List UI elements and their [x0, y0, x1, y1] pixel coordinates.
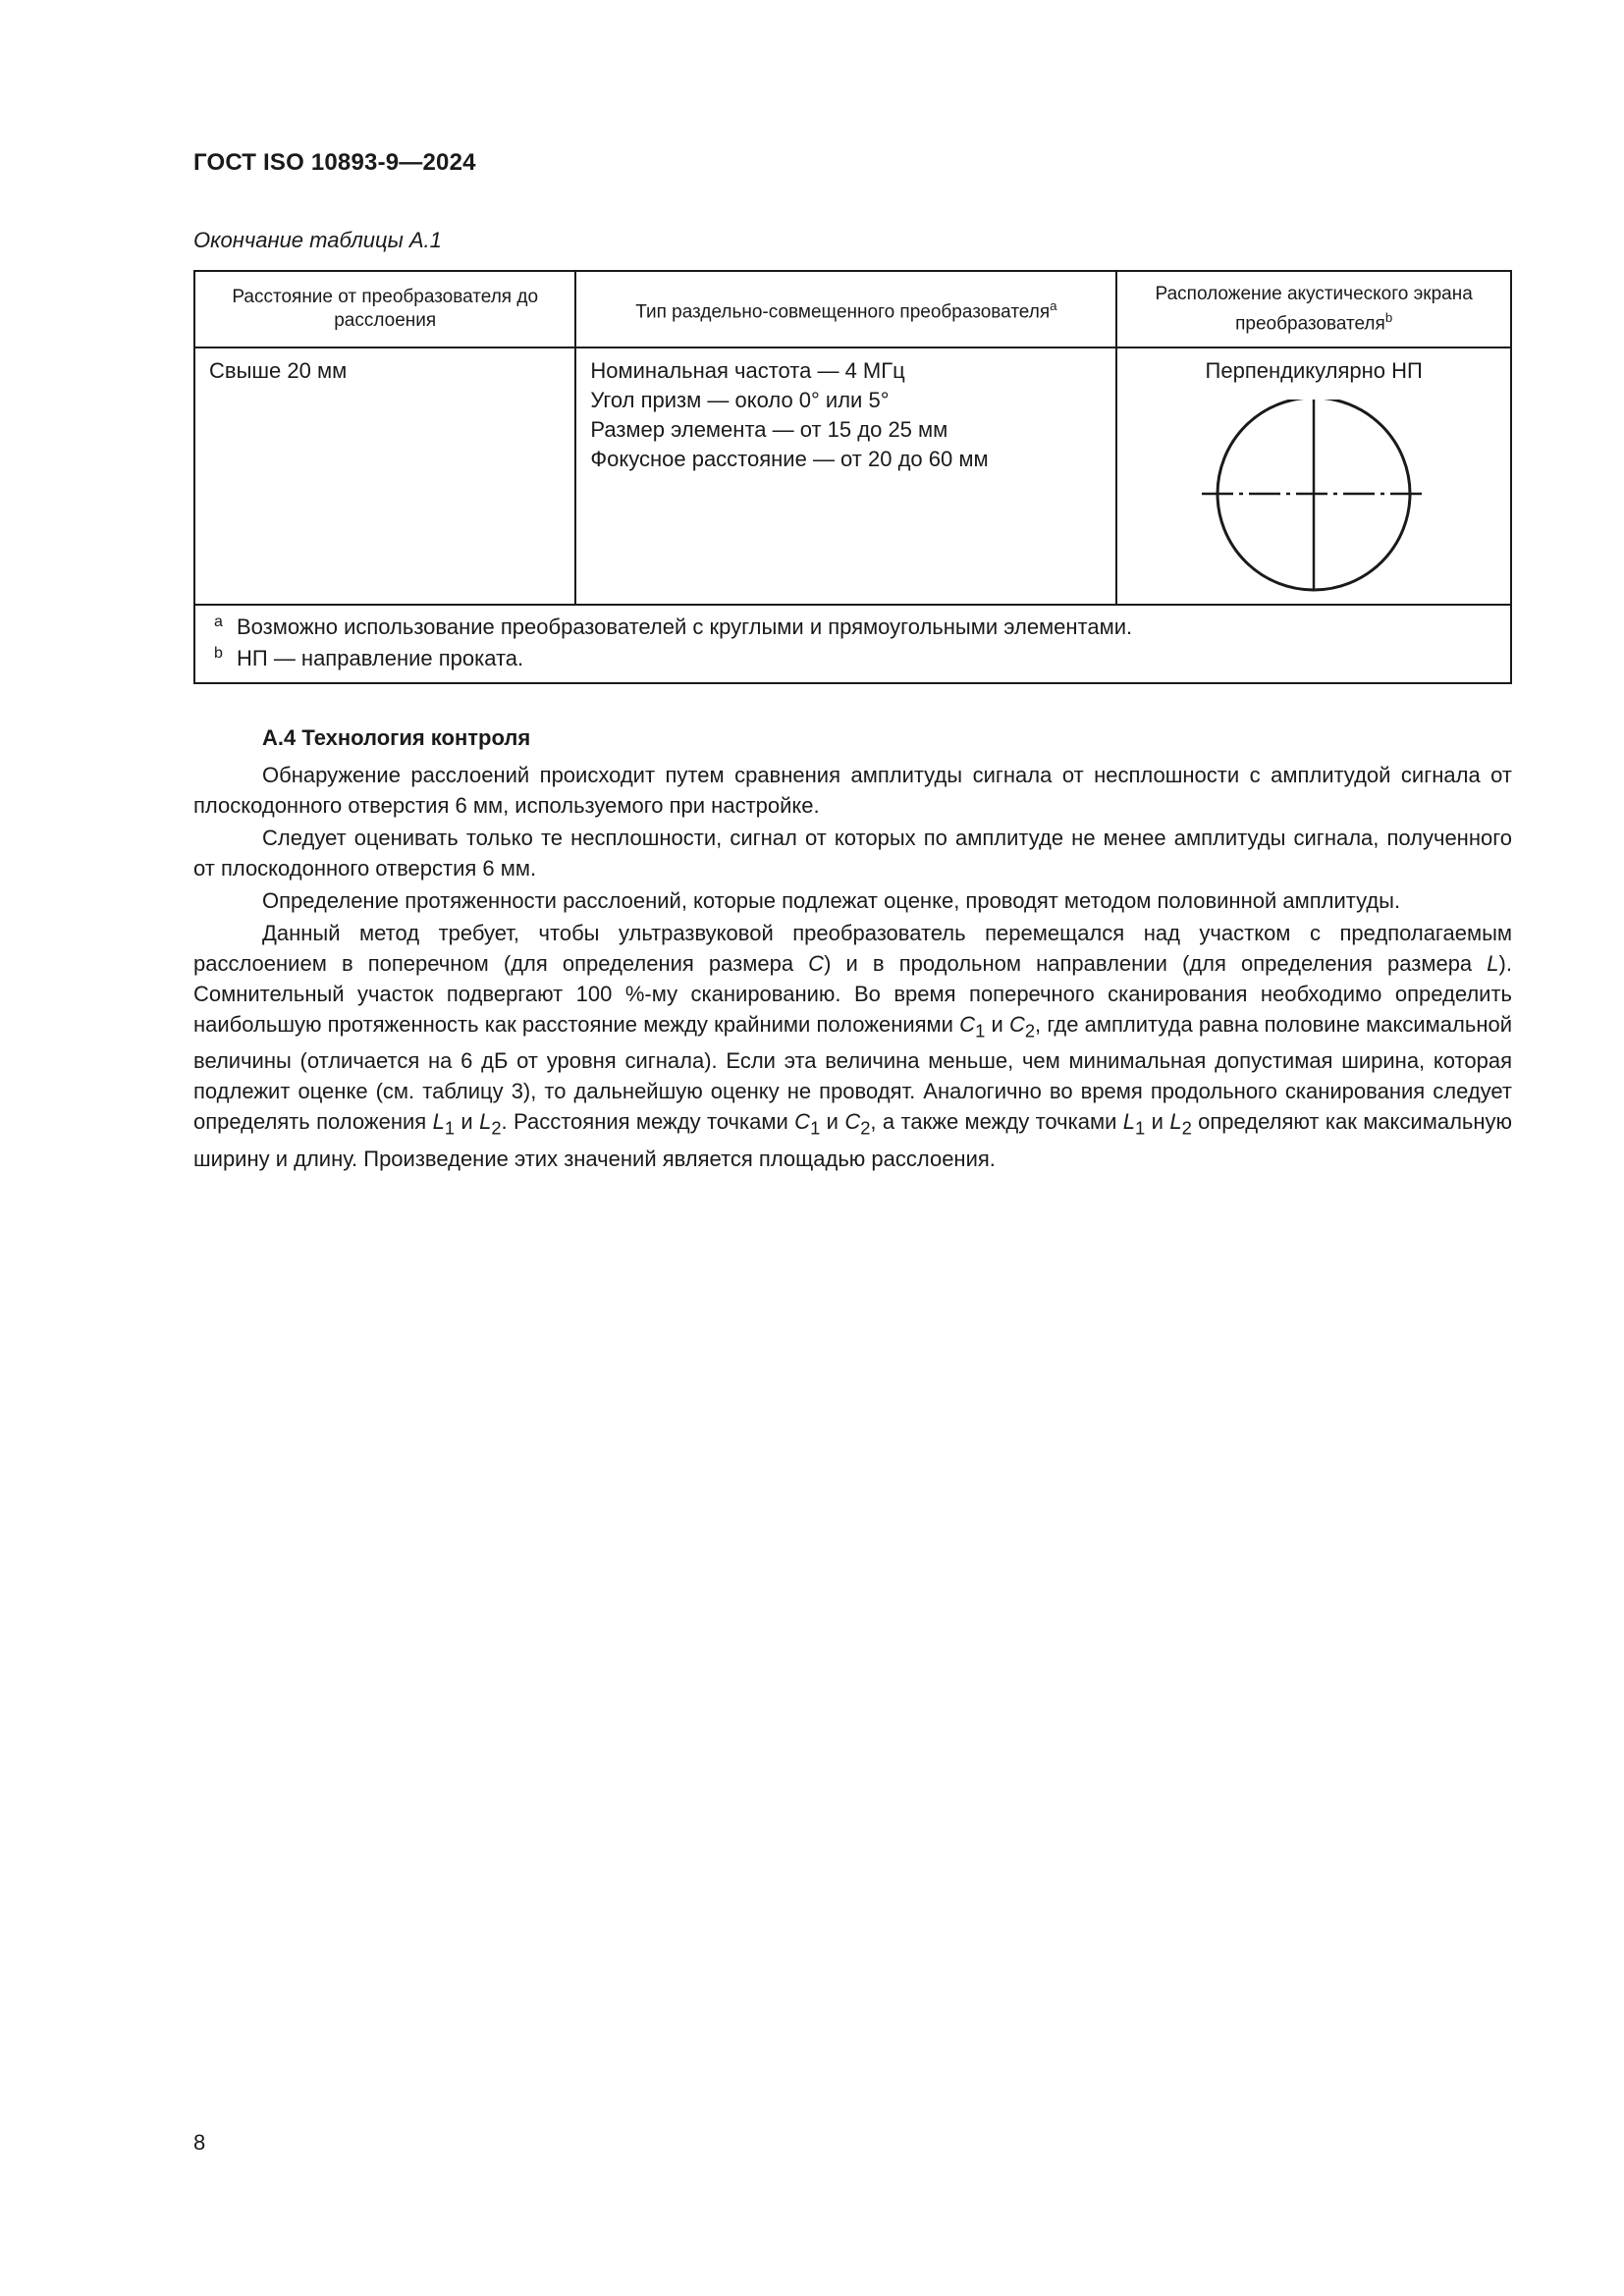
table-header-row — [194, 271, 1511, 347]
type-line: Размер элемента — от 15 до 25 мм — [590, 417, 948, 442]
table-row — [194, 347, 1511, 605]
paragraph: Определение протяженности расслоений, которые подлежат оценке, проводят методом половинной амплитуды. — [262, 888, 1401, 913]
transducer-screen-diagram — [1196, 400, 1432, 596]
section-title: А.4 Технология контроля — [262, 725, 531, 750]
paragraph-method: Данный метод требует, чтобы ультразвуковой преобразователь перемещался над участком с предполагаемым расслоением в поперечном (для определения размера C) и в продольном направлении (для определения размера L). Сомнительный участок подвергают 100 %-му сканированию. Во время поперечного сканирования необходимо определить наибольшую протяженность как расстояние между крайними положениями $C_1$ и $C_2$, где амплитуда равна половине максимальной величины (отличается на 6 дБ от уровня сигнала). Если эта величина меньше, чем минимальная допустимая ширина, которая подлежит оценке (см. таблицу 3), то дальнейшую оценку не проводят. Аналогично во время продольного сканирования следует определять положения $L_1$ и $L_2$. Расстояния между точками $C_1$ и $C_2$, а также между точками $L_1$ и $L_2$ определяют как максимальную ширину и длину. Произведение этих значений является площадью расслоения. — [193, 921, 1513, 1171]
paragraph: Следует оценивать только те несплошности, сигнал от которых по амплитуде не менее амплитуды сигнала, полученного от плоскодонного отверстия 6 мм. — [193, 826, 1512, 881]
transducer-table — [193, 270, 1512, 684]
footnote-a: a Возможно использование преобразователей с круглыми и прямоугольными элементами. — [237, 612, 1496, 643]
header-transducer-type: Тип раздельно-совмещенного преобразователя$^a$ — [575, 271, 1116, 347]
footnote-mark: b — [214, 645, 223, 662]
cell-screen-position — [1116, 347, 1511, 605]
document-header: ГОСТ ISO 10893-9—2024 — [193, 149, 476, 176]
section-a4 — [193, 722, 1512, 1176]
footnote-ref-a: a — [1050, 297, 1057, 313]
position-label: Перпендикулярно НП — [1205, 358, 1423, 383]
type-line: Угол призм — около 0° или 5° — [590, 388, 890, 412]
cell-distance: Свыше 20 мм — [194, 347, 575, 605]
header-distance: Расстояние от преобразователя до расслоения — [194, 271, 575, 347]
footnote-b: b НП — направление проката. — [237, 643, 1496, 674]
table-caption: Окончание таблицы А.1 — [193, 228, 442, 252]
page-number: 8 — [193, 2130, 206, 2155]
paragraph: Обнаружение расслоений происходит путем сравнения амплитуды сигнала от несплошности с амплитудой сигнала от плоскодонного отверстия 6 мм, используемого при настройке. — [193, 763, 1512, 818]
table-notes — [194, 605, 1511, 683]
type-line: Фокусное расстояние — от 20 до 60 мм — [590, 447, 989, 471]
footnote-mark: a — [214, 614, 223, 630]
footnote-ref-b: b — [1384, 309, 1393, 325]
type-line: Номинальная частота — 4 МГц — [590, 358, 905, 383]
cell-transducer-type — [575, 347, 1116, 605]
table-notes-row — [194, 605, 1511, 683]
header-screen-position: Расположение акустического экрана преобразователя$^b$ — [1116, 271, 1511, 347]
